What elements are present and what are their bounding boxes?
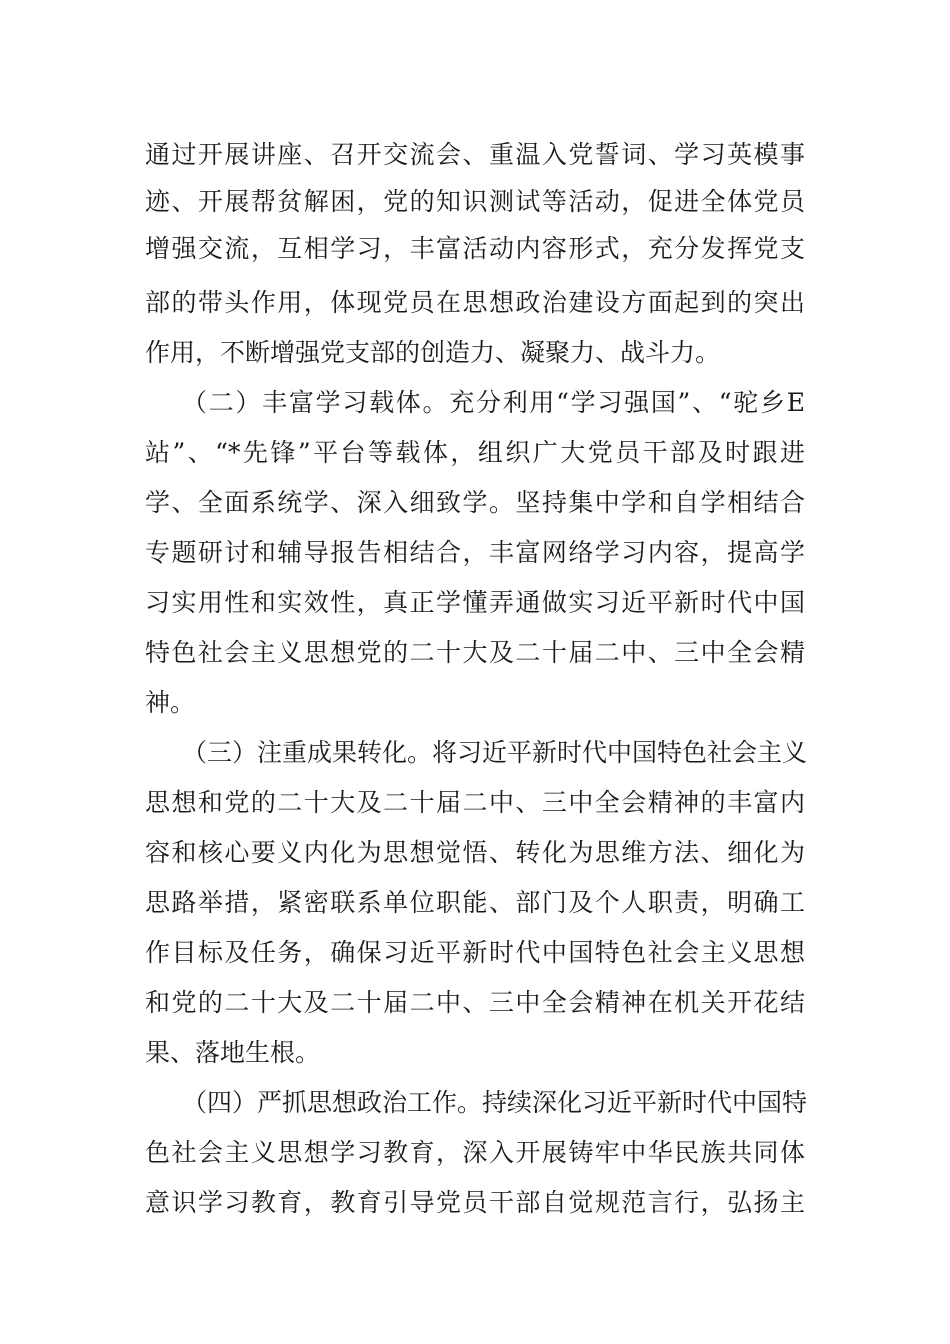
text-line: 容和核心要义内化为思想觉悟、转化为思维方法、细化为: [145, 838, 805, 867]
section-heading-line: （二）丰富学习载体。充分利用“学习强国”、“驼乡E: [182, 388, 805, 417]
text-line: 习实用性和实效性，真正学懂弄通做实习近平新时代中国: [145, 588, 805, 617]
section-heading-line: （四）严抓思想政治工作。持续深化习近平新时代中国特: [182, 1088, 808, 1117]
text-line: 迹、开展帮贫解困，党的知识测试等活动，促进全体党员: [145, 187, 805, 216]
text-line: 思路举措，紧密联系单位职能、部门及个人职责，明确工: [145, 888, 805, 917]
text-line: 和党的二十大及二十届二中、三中全会精神在机关开花结: [145, 988, 805, 1017]
text-line: 作用，不断增强党支部的创造力、凝聚力、战斗力。: [145, 338, 721, 367]
text-line: 特色社会主义思想党的二十大及二十届二中、三中全会精: [145, 638, 805, 667]
text-line: 神。: [145, 688, 196, 717]
text-line: 果、落地生根。: [145, 1038, 321, 1067]
text-line: 思想和党的二十大及二十届二中、三中全会精神的丰富内: [145, 788, 805, 817]
text-line: 站”、“*先锋”平台等载体，组织广大党员干部及时跟进: [145, 438, 805, 467]
text-line: 增强交流，互相学习，丰富活动内容形式，充分发挥党支: [145, 234, 805, 263]
text-line: 色社会主义思想学习教育，深入开展铸牢中华民族共同体: [145, 1138, 805, 1167]
text-line: 学、全面系统学、深入细致学。坚持集中学和自学相结合: [145, 488, 805, 517]
section-heading-line: （三）注重成果转化。将习近平新时代中国特色社会主义: [182, 738, 808, 767]
text-line: 专题研讨和辅导报告相结合，丰富网络学习内容，提高学: [145, 538, 805, 567]
text-line: 部的带头作用，体现党员在思想政治建设方面起到的突出: [145, 288, 805, 317]
text-line: 意识学习教育，教育引导党员干部自觉规范言行，弘扬主: [145, 1188, 805, 1217]
text-line: 通过开展讲座、召开交流会、重温入党誓词、学习英模事: [145, 140, 805, 169]
text-line: 作目标及任务，确保习近平新时代中国特色社会主义思想: [145, 938, 805, 967]
